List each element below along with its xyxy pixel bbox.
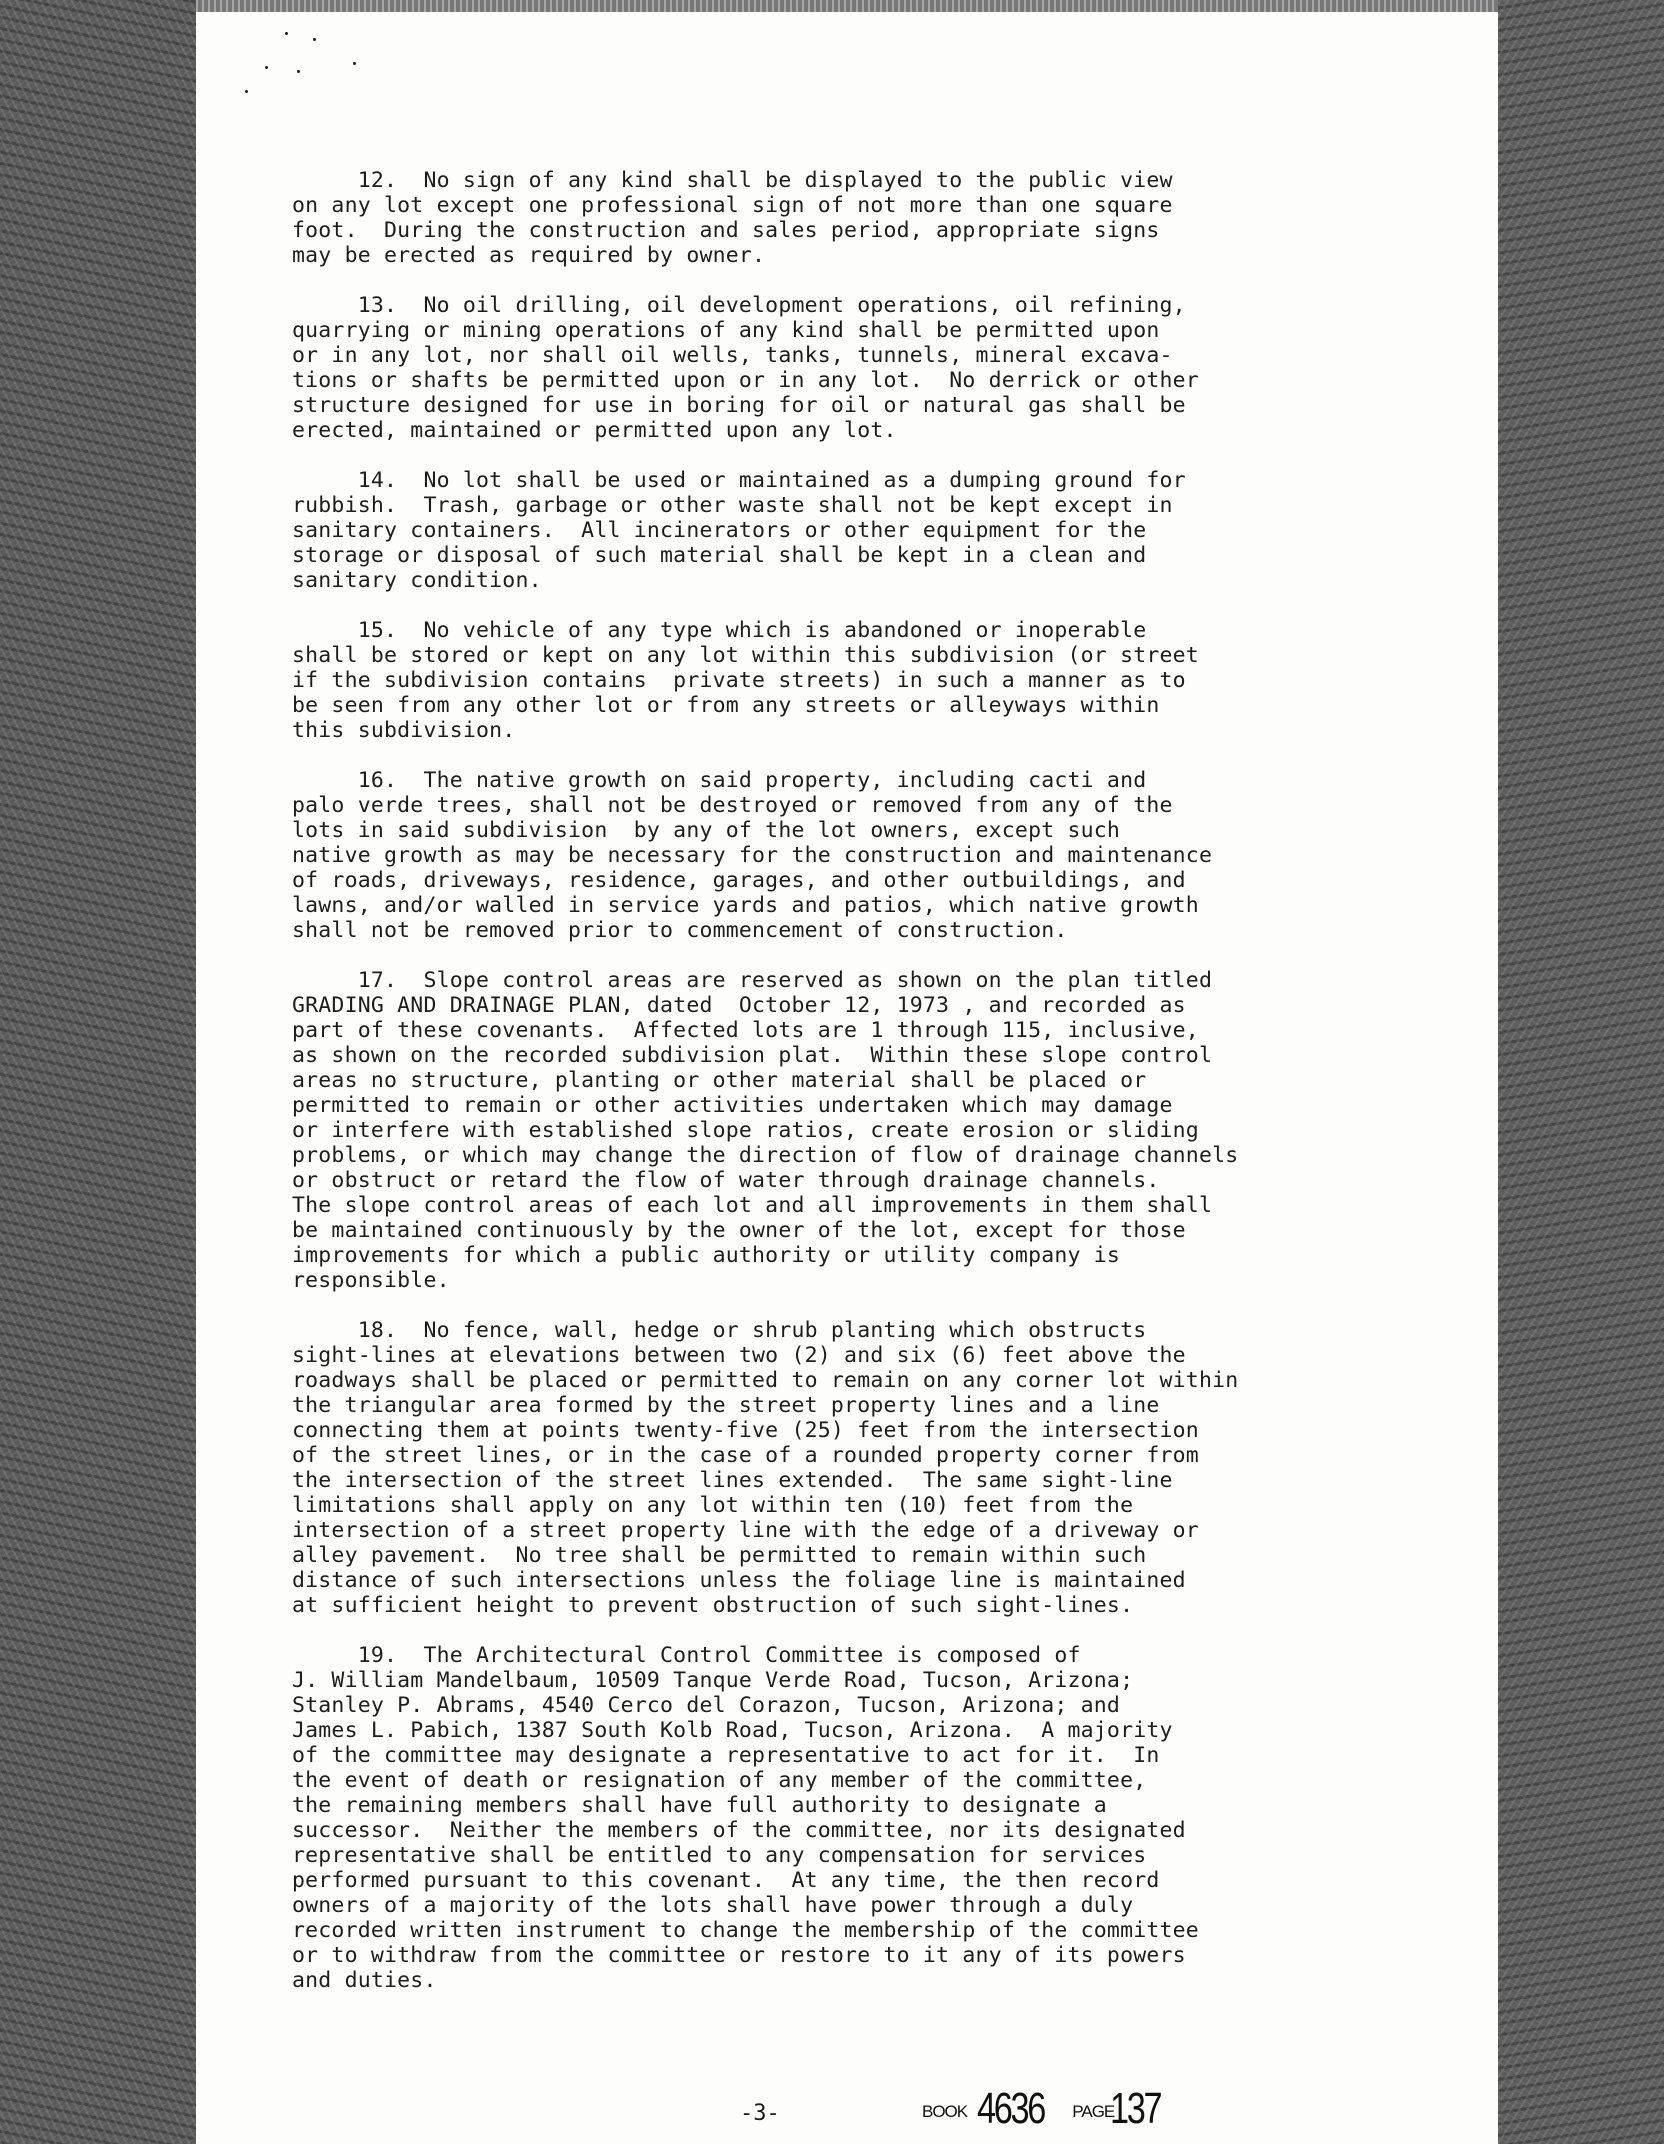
text-line: erected, maintained or permitted upon any lot. (292, 418, 897, 443)
text-line: or in any lot, nor shall oil wells, tanks, tunnels, mineral excava- (292, 343, 1173, 368)
text-line: responsible. (292, 1268, 450, 1293)
text-line: permitted to remain or other activities undertaken which may damage (292, 1093, 1173, 1118)
book-page-stamp (922, 2084, 1174, 2134)
text-line: representative shall be entitled to any compensation for services (292, 1843, 1147, 1868)
text-line: sanitary condition. (292, 568, 542, 593)
text-line: shall be stored or kept on any lot within this subdivision (or street (292, 643, 1199, 668)
text-line: sanitary containers. All incinerators or other equipment for the (292, 518, 1147, 543)
text-line: lots in said subdivision by any of the lot owners, except such (292, 818, 1121, 843)
text-line: the triangular area formed by the street property lines and a line (292, 1393, 1160, 1418)
covenant-paragraph (292, 768, 1442, 943)
text-line: shall not be removed prior to commencement of construction. (292, 918, 1068, 943)
text-line: distance of such intersections unless the foliage line is maintained (292, 1568, 1186, 1593)
text-line: quarrying or mining operations of any kind shall be permitted upon (292, 318, 1160, 343)
text-line: the remaining members shall have full authority to designate a (292, 1793, 1107, 1818)
covenant-paragraph (292, 468, 1442, 593)
text-line: be maintained continuously by the owner of the lot, except for those (292, 1218, 1186, 1243)
text-line: part of these covenants. Affected lots are 1 through 115, inclusive, (292, 1018, 1199, 1043)
text-line: or interfere with established slope ratios, create erosion or sliding (292, 1118, 1199, 1143)
text-line: this subdivision. (292, 718, 516, 743)
text-line: or obstruct or retard the flow of water through drainage channels. (292, 1168, 1160, 1193)
scan-border-right (1498, 0, 1664, 2144)
text-line: roadways shall be placed or permitted to remain on any corner lot within (292, 1368, 1239, 1393)
text-line: intersection of a street property line with the edge of a driveway or (292, 1518, 1199, 1543)
text-line: be seen from any other lot or from any streets or alleyways within (292, 693, 1160, 718)
text-line: at sufficient height to prevent obstruction of such sight-lines. (292, 1593, 1134, 1618)
text-line: 15. No vehicle of any type which is abandoned or inoperable (292, 618, 1147, 643)
text-line: 17. Slope control areas are reserved as shown on the plan titled (292, 968, 1213, 993)
text-line: native growth as may be necessary for the construction and maintenance (292, 843, 1213, 868)
text-line: areas no structure, planting or other material shall be placed or (292, 1068, 1147, 1093)
text-line: of the street lines, or in the case of a rounded property corner from (292, 1443, 1199, 1468)
text-line: improvements for which a public authority or utility company is (292, 1243, 1121, 1268)
text-line: tions or shafts be permitted upon or in any lot. No derrick or other (292, 368, 1199, 393)
text-line: as shown on the recorded subdivision plat. Within these slope control (292, 1043, 1213, 1068)
text-line: of roads, driveways, residence, garages, and other outbuildings, and (292, 868, 1186, 893)
text-line: rubbish. Trash, garbage or other waste shall not be kept except in (292, 493, 1173, 518)
text-line: Stanley P. Abrams, 4540 Cerco del Corazon, Tucson, Arizona; and (292, 1693, 1121, 1718)
text-line: of the committee may designate a representative to act for it. In (292, 1743, 1160, 1768)
covenant-paragraph (292, 168, 1442, 268)
text-line: limitations shall apply on any lot within ten (10) feet from the (292, 1493, 1134, 1518)
book-label: BOOK (922, 2102, 968, 2121)
text-line: performed pursuant to this covenant. At any time, the then record (292, 1868, 1160, 1893)
text-line: structure designed for use in boring for oil or natural gas shall be (292, 393, 1186, 418)
text-line: connecting them at points twenty-five (25) feet from the intersection (292, 1418, 1199, 1443)
covenant-paragraph (292, 968, 1442, 1293)
text-line: on any lot except one professional sign of not more than one square (292, 193, 1173, 218)
text-line: J. William Mandelbaum, 10509 Tanque Verde Road, Tucson, Arizona; (292, 1668, 1134, 1693)
page-value: 137 (1109, 2084, 1161, 2133)
document-body (292, 168, 1442, 2018)
text-line: sight-lines at elevations between two (2) and six (6) feet above the (292, 1343, 1186, 1368)
covenant-paragraph (292, 618, 1442, 743)
text-line: or to withdraw from the committee or restore to it any of its powers (292, 1943, 1186, 1968)
scan-specks (245, 18, 385, 108)
text-line: the intersection of the street lines extended. The same sight-line (292, 1468, 1173, 1493)
text-line: recorded written instrument to change the membership of the committee (292, 1918, 1199, 1943)
text-line: lawns, and/or walled in service yards and patios, which native growth (292, 893, 1199, 918)
covenant-paragraph (292, 1643, 1442, 1993)
covenant-paragraph (292, 293, 1442, 443)
text-line: 14. No lot shall be used or maintained as a dumping ground for (292, 468, 1186, 493)
text-line: 12. No sign of any kind shall be displayed to the public view (292, 168, 1173, 193)
text-line: GRADING AND DRAINAGE PLAN, dated October 12, 1973 , and recorded as (292, 993, 1186, 1018)
text-line: palo verde trees, shall not be destroyed or removed from any of the (292, 793, 1173, 818)
book-number: 4636 (976, 2084, 1044, 2133)
text-line: 16. The native growth on said property, including cacti and (292, 768, 1147, 793)
text-line: storage or disposal of such material shall be kept in a clean and (292, 543, 1147, 568)
text-line: owners of a majority of the lots shall have power through a duly (292, 1893, 1134, 1918)
text-line: foot. During the construction and sales period, appropriate signs (292, 218, 1160, 243)
page-number: -3- (740, 2101, 780, 2126)
text-line: may be erected as required by owner. (292, 243, 766, 268)
text-line: 18. No fence, wall, hedge or shrub planting which obstructs (292, 1318, 1147, 1343)
text-line: if the subdivision contains private streets) in such a manner as to (292, 668, 1186, 693)
text-line: and duties. (292, 1968, 437, 1993)
text-line: James L. Pabich, 1387 South Kolb Road, Tucson, Arizona. A majority (292, 1718, 1173, 1743)
scan-border-left (0, 0, 196, 2144)
covenant-paragraph (292, 1318, 1442, 1618)
page-label: PAGE (1072, 2102, 1115, 2121)
text-line: 13. No oil drilling, oil development operations, oil refining, (292, 293, 1186, 318)
text-line: problems, or which may change the direction of flow of drainage channels (292, 1143, 1239, 1168)
text-line: the event of death or resignation of any member of the committee, (292, 1768, 1147, 1793)
text-line: 19. The Architectural Control Committee is composed of (292, 1643, 1081, 1668)
text-line: The slope control areas of each lot and all improvements in them shall (292, 1193, 1213, 1218)
text-line: successor. Neither the members of the committee, nor its designated (292, 1818, 1186, 1843)
text-line: alley pavement. No tree shall be permitted to remain within such (292, 1543, 1147, 1568)
